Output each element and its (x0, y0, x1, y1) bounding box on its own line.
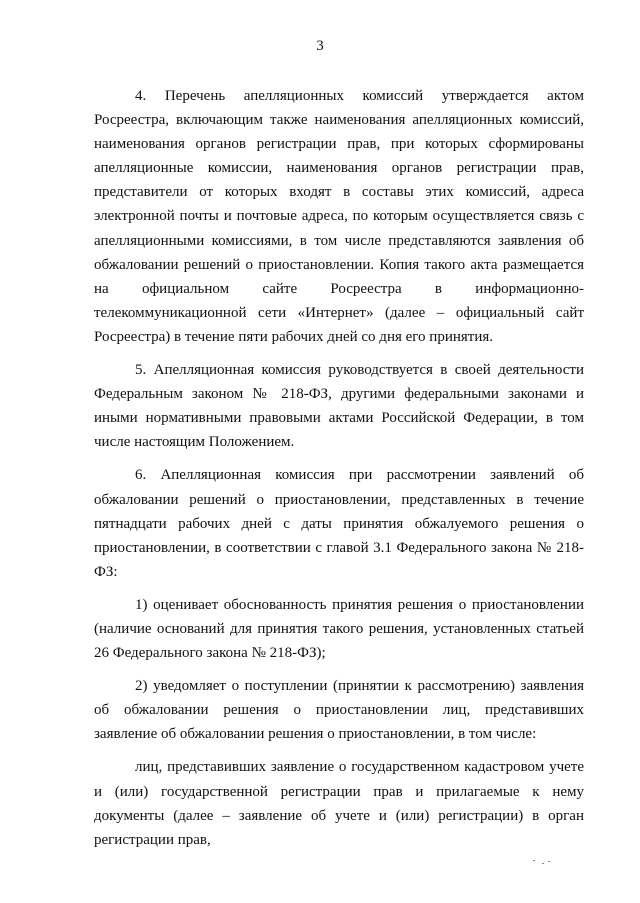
page-number: 3 (316, 38, 324, 54)
document-body (94, 84, 584, 852)
paragraph-6-item-2-subitem: лиц, представивших заявление о государственном кадастровом учете и (или) государственной регистрации прав и прилагаемые к нему документы (далее – заявление об учете и (или) регистрации) в орган регистрации прав, (94, 759, 584, 848)
paragraph-5: 5. Апелляционная комиссия руководствуется в своей деятельности Федеральным законом № 218-ФЗ, другими федеральными законами и иными нормативными правовыми актами Российской Федерации, в том числе настоящим Положением. (94, 362, 584, 451)
paragraph-6-item-1: 1) оценивает обоснованность принятия решения о приостановлении (наличие оснований для принятия такого решения, установленных статьей 26 Федерального закона № 218-ФЗ); (94, 596, 584, 662)
scan-noise (533, 860, 553, 868)
paragraph-6: 6. Апелляционная комиссия при рассмотрении заявлений об обжаловании решений о приостановлении, представленных в течение пятнадцати рабочих дней с даты принятия обжалуемого решения о приостановлении, в соответствии с главой 3.1 Федерального закона № 218-ФЗ: (94, 467, 584, 580)
paragraph-6-item-2: 2) уведомляет о поступлении (принятии к рассмотрению) заявления об обжаловании решения о приостановлении лиц, представивших заявление об обжаловании решения о приостановлении, в том числе: (94, 678, 584, 743)
paragraph-4: 4. Перечень апелляционных комиссий утверждается актом Росреестра, включающим также наименования апелляционных комиссий, наименования органов регистрации прав, при которых сформированы апелляционные комиссии, наименования органов регистрации прав, представители от которых входят в составы этих комиссий, адреса электронной почты и почтовые адреса, по которым осуществляется связь с апелляционными комиссиями, в том числе представляются заявления об обжаловании решений о приостановлении. Копия такого акта размещается на официальном сайте Росреестра в информационно-телекоммуникационной сети «Интернет» (далее – официальный сайт Росреестра) в течение пяти рабочих дней со дня его принятия. (94, 88, 584, 345)
